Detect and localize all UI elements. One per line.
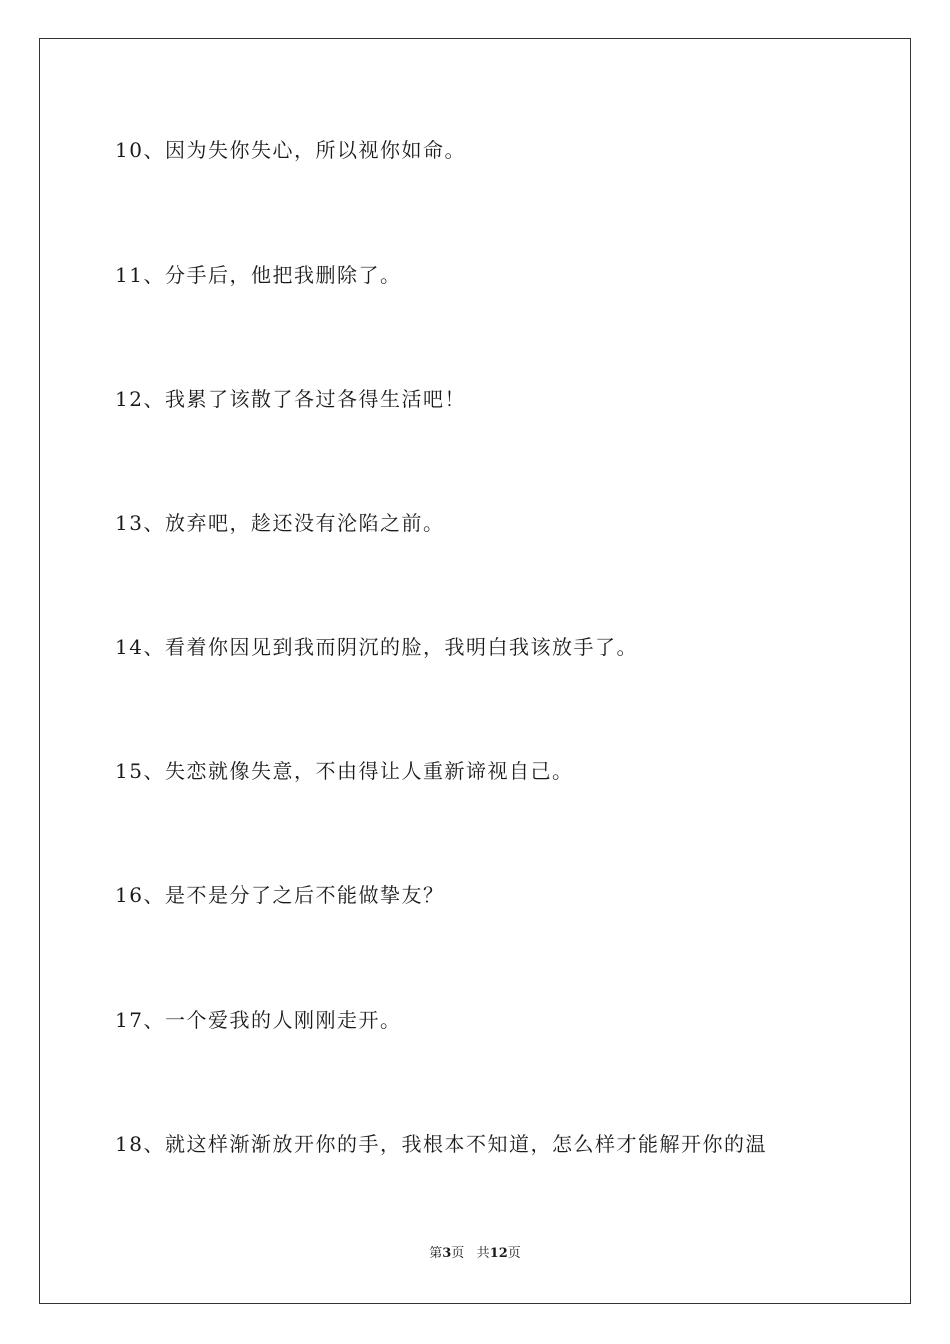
page-suffix: 页 (451, 1246, 465, 1261)
list-item: 11、分手后，他把我删除了。 (115, 263, 402, 287)
list-item: 13、放弃吧，趁还没有沦陷之前。 (115, 511, 445, 535)
page-prefix: 第 (429, 1246, 443, 1261)
page-footer (0, 1246, 950, 1262)
list-item: 12、我累了该散了各过各得生活吧！ (115, 387, 466, 411)
total-pages: 12 (489, 1246, 508, 1261)
list-item: 16、是不是分了之后不能做挚友？ (115, 883, 445, 907)
list-item: 15、失恋就像失意，不由得让人重新谛视自己。 (115, 759, 574, 783)
total-prefix: 共 (476, 1246, 490, 1261)
list-item: 18、就这样渐渐放开你的手，我根本不知道，怎么样才能解开你的温 (115, 1132, 767, 1156)
page-border (39, 38, 911, 1304)
list-item: 14、看着你因见到我而阴沉的脸，我明白我该放手了。 (115, 635, 638, 659)
list-item: 10、因为失你失心，所以视你如命。 (115, 138, 466, 162)
list-item: 17、一个爱我的人刚刚走开。 (115, 1008, 402, 1032)
page-number: 3 (442, 1246, 452, 1261)
total-suffix: 页 (507, 1246, 521, 1261)
